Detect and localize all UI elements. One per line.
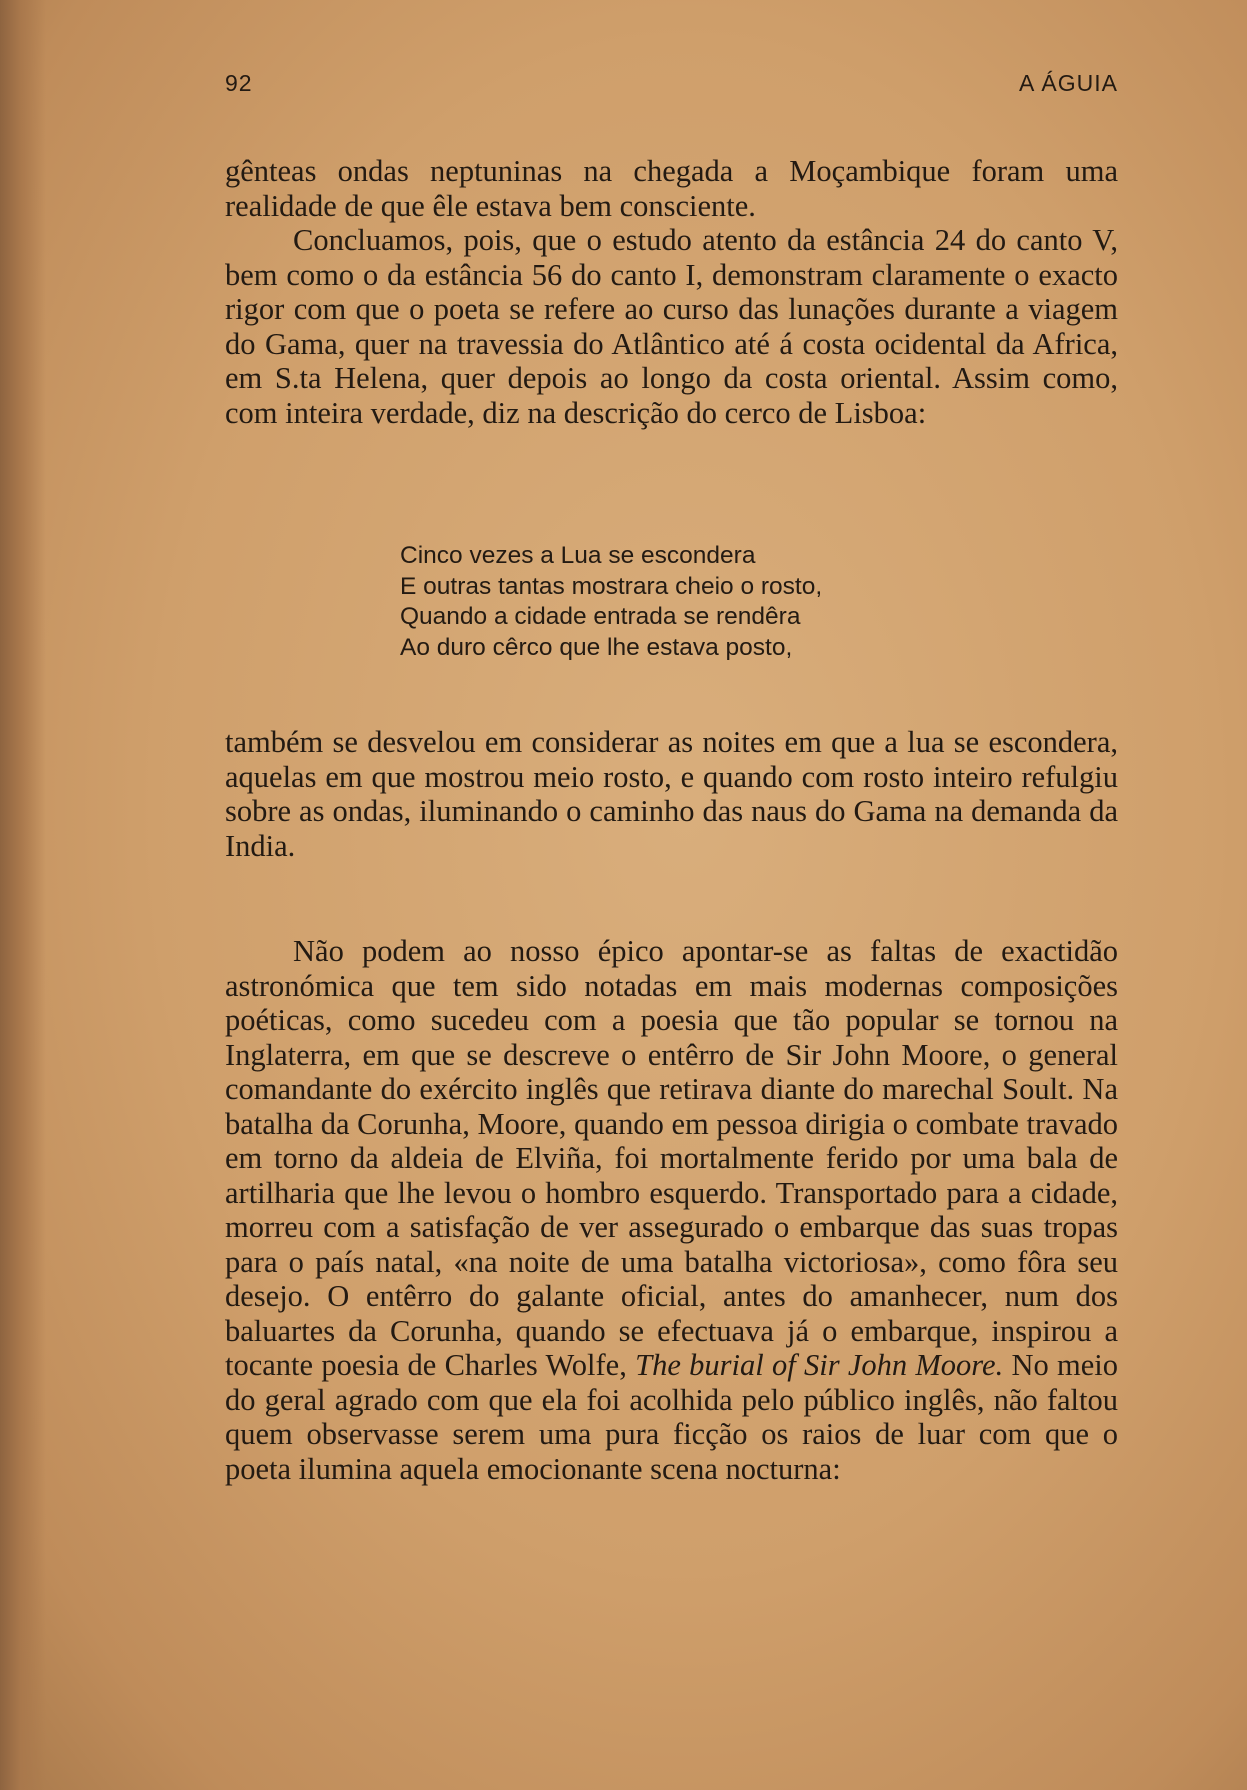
- paragraph-4-text: Não podem ao nosso épico apontar-se as faltas de exactidão astronómica que tem sido notadas em mais modernas composições poéticas, como sucedeu com a poesia que tão popular se tornou na Inglaterra, em que se descreve o entêrro de Sir John Moore, o general comandante do exército inglês que retirava diante do marechal Soult. Na batalha da Corunha, Moore, quando em pessoa dirigia o combate travado em torno da aldeia de Elviña, foi mortalmente ferido por uma bala de artilharia que lhe levou o hombro esquerdo. Transportado para a cidade, morreu com a satisfação de ver assegurado o embarque das suas tropas para o país natal, «na noite de uma batalha victoriosa», como fôra seu desejo. O entêrro do galante oficial, antes do amanhecer, num dos baluartes da Corunha, quando se efectuava já o embarque, inspirou a tocante poesia de Charles Wolfe,: [225, 934, 1118, 1382]
- verse-line: Quando a cidade entrada se rendêra: [400, 603, 801, 630]
- page-number: 92: [225, 70, 253, 96]
- verse-quote: [400, 541, 1100, 663]
- page-left-edge: [0, 0, 46, 1790]
- verse-line: Ao duro cêrco que lhe estava posto,: [400, 633, 793, 661]
- verse-line: E outras tantas mostrara cheio o rosto,: [400, 572, 823, 600]
- paragraph-4-tail: No meio do geral agrado com que ela foi acolhida pelo público inglês, não faltou quem observasse serem uma pura ficção os raios de luar com que o poeta ilumina aquela emocionante scena nocturna:: [225, 1348, 1119, 1486]
- running-title: A ÁGUIA: [1018, 70, 1118, 96]
- poem-title: The burial of Sir John Moore.: [635, 1348, 1004, 1382]
- verse-line: Cinco vezes a Lua se escondera: [400, 542, 756, 569]
- paragraph-continuation: [225, 154, 1118, 430]
- paragraph-3: também se desvelou em considerar as noites em que a lua se escondera, aquelas em que mostrou meio rosto, e quando com rosto inteiro refulgiu sobre as ondas, iluminando o caminho das naus do Gama na demanda da India.: [225, 725, 1118, 863]
- paragraph-2-text: Concluamos, pois, que o estudo atento da estância 24 do canto V, bem como o da estância 56 do canto I, demonstram claramente o exacto rigor com que o poeta se refere ao curso das lunações durante a viagem do Gama, quer na travessia do Atlântico até á costa ocidental da Africa, em S.ta Helena, quer depois ao longo da costa oriental. Assim como, com inteira verdade, diz na descrição do cerco de Lisboa:: [225, 223, 1118, 430]
- paragraph-4: [225, 934, 1118, 1486]
- page-header: [225, 70, 1118, 104]
- paragraph-1-text: gênteas ondas neptuninas na chegada a Moçambique foram uma realidade de que êle estava bem consciente.: [225, 154, 1118, 223]
